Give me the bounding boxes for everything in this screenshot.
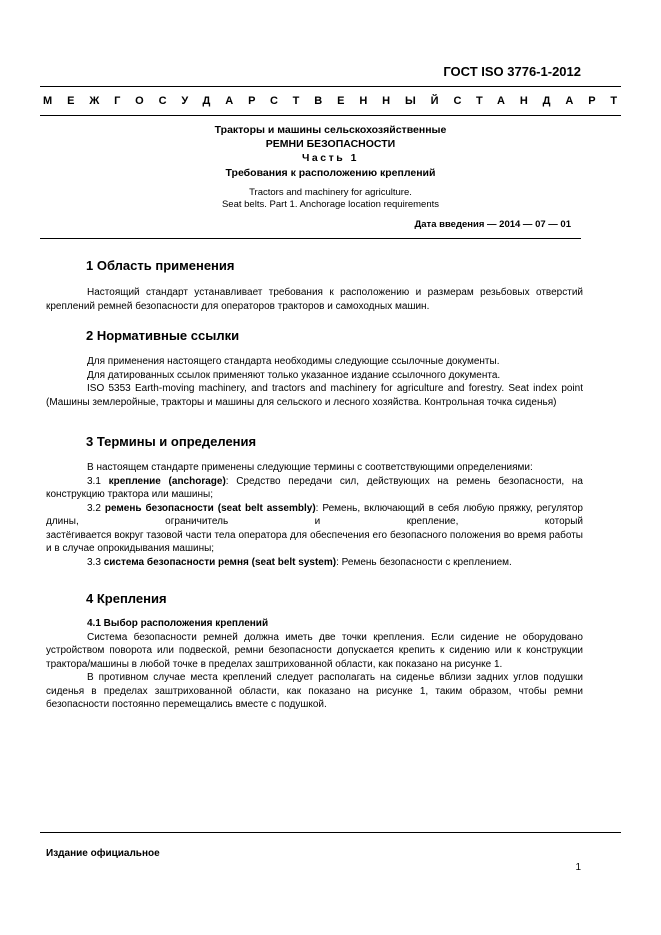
section-4-paragraph-2: В противном случае места креплений следует располагать на сиденье вблизи задних углов подушки сиденья в пределах заштрихованной области, как показано на рисунке 1, таким образом, чтобы ремни безопасности постоянно перемещались вместе с подушкой. xyxy=(46,672,583,710)
standard-number: ГОСТ ISO 3776-1-2012 xyxy=(443,64,581,79)
official-edition-label: Издание официальное xyxy=(46,848,160,859)
title-line-2: РЕМНИ БЕЗОПАСНОСТИ xyxy=(265,138,396,150)
subsection-4-1-heading: 4.1 Выбор расположения креплений xyxy=(87,618,269,629)
section-4-paragraph-1: Система безопасности ремней должна иметь две точки крепления. Если сидение не оборудовано устройством поворота или подвеской, ремни безопасности допускается крепить к сидению или к конструкции трактора/машины в любой точке в пределах заштрихованной области, как показано на рисунке 1. xyxy=(46,631,583,670)
footer-divider xyxy=(40,832,621,833)
section-2-body xyxy=(46,355,583,409)
term-3-2-number: 3.2 xyxy=(87,502,105,514)
section-1-paragraph: Настоящий стандарт устанавливает требования к расположению и размерам резьбовых отверстий креплений ремней безопасности для операторов тракторов и самоходных машин. xyxy=(46,287,583,312)
term-3-3-name: система безопасности ремня (seat belt system) xyxy=(103,556,337,568)
title-part: Часть 1 xyxy=(302,152,359,164)
term-3-1-name: крепление (anchorage) xyxy=(108,475,226,487)
term-3-2-definition: : Ремень, включающий в себя любую пряжку, регулятор длины, ограничитель и крепление, который xyxy=(46,502,583,527)
intro-date: Дата введения — 2014 — 07 — 01 xyxy=(40,219,581,239)
term-3-1-number: 3.1 xyxy=(87,475,109,487)
section-2-paragraph-1: Для применения настоящего стандарта необходимы следующие ссылочные документы. xyxy=(87,356,500,367)
section-4-heading: 4 Крепления xyxy=(86,591,167,606)
section-1-body xyxy=(46,286,583,313)
term-3-1-definition: : Средство передачи сил, действующих на ремень безопасности, на конструкцию трактора или машины; xyxy=(46,475,583,500)
section-3-body xyxy=(46,461,583,569)
section-4-body xyxy=(46,617,583,712)
term-3-2 xyxy=(46,502,583,529)
page-number: 1 xyxy=(575,862,581,873)
section-2-paragraph-3: ISO 5353 Earth-moving machinery, and tractors and machinery for agriculture and forestry. Seat index point (Машины землеройные, тракторы и машины для сельского и лесного хозяйства. Контрольная точка сиденья) xyxy=(46,383,583,408)
title-line-1: Тракторы и машины сельскохозяйственные xyxy=(214,124,447,136)
term-3-2-continuation: застёгивается вокруг тазовой части тела оператора для обеспечения его безопасного положения во время работы и в случае опрокидывания машины; xyxy=(46,529,583,554)
english-title-line-1: Tractors and machinery for agriculture. xyxy=(249,187,412,198)
section-3-heading: 3 Термины и определения xyxy=(86,434,257,449)
title-line-4: Требования к расположению креплений xyxy=(225,167,436,179)
section-3-intro: В настоящем стандарте применены следующие термины с соответствующими определениями: xyxy=(87,462,533,473)
term-3-3-number: 3.3 xyxy=(87,556,104,568)
section-2-heading: 2 Нормативные ссылки xyxy=(86,328,240,343)
term-3-3-definition: : Ремень безопасности с креплением. xyxy=(336,556,512,568)
english-title-line-2: Seat belts. Part 1. Anchorage location requirements xyxy=(221,199,440,210)
standard-type-band xyxy=(40,86,632,116)
term-3-1 xyxy=(46,475,583,502)
term-3-3 xyxy=(46,556,583,570)
section-2-paragraph-2: Для датированных ссылок применяют только указанное издание ссылочного документа. xyxy=(87,369,501,381)
standard-type-title: МЕЖГОСУДАРСТВЕННЫЙСТАНДАРТ xyxy=(43,95,632,107)
term-3-2-name: ремень безопасности (seat belt assembly) xyxy=(104,502,316,514)
section-1-heading: 1 Область применения xyxy=(86,258,235,273)
